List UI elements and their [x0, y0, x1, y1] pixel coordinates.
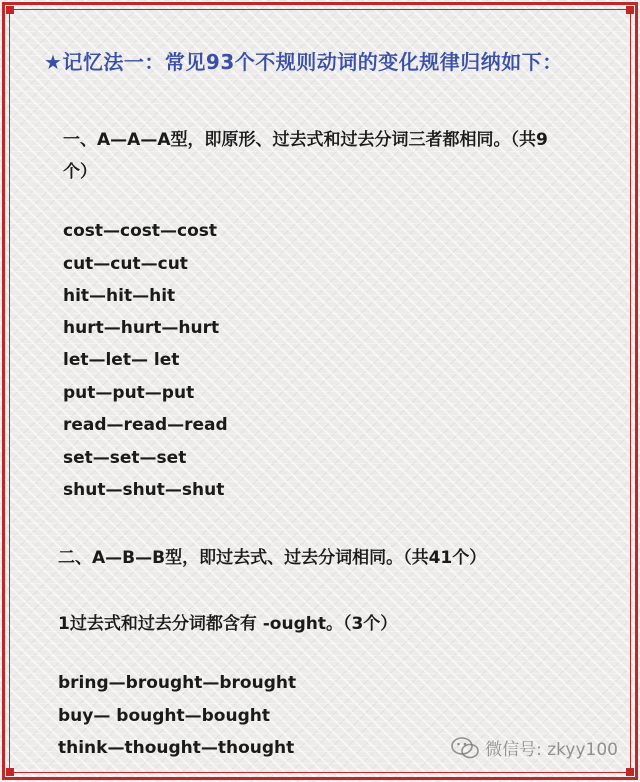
verb-row: hurt—hurt—hurt: [63, 318, 220, 338]
verb-row: put—put—put: [63, 383, 195, 403]
verb-row: cost—cost—cost: [63, 221, 218, 241]
verb-row: read—read—read: [63, 415, 228, 435]
section2-subheading: 1过去式和过去分词都含有 -ought。（3个）: [58, 614, 398, 634]
verb-row: hit—hit—hit: [63, 286, 176, 306]
section1-heading: 一、A—A—A型，即原形、过去式和过去分词三者都相同。（共9: [63, 130, 548, 150]
section1-heading-cont: 个）: [63, 162, 97, 182]
verb-row: cut—cut—cut: [63, 254, 188, 274]
corner-ornament: [6, 6, 14, 14]
page-title: [44, 46, 563, 75]
watermark-text: 微信号: zkyy100: [485, 740, 618, 760]
corner-ornament: [6, 768, 14, 776]
verb-row: set—set—set: [63, 448, 187, 468]
section2-heading: 二、A—B—B型，即过去式、过去分词相同。（共41个）: [58, 548, 487, 568]
wechat-icon: [451, 737, 479, 759]
wechat-watermark: [451, 735, 618, 760]
star-icon: ★: [44, 50, 63, 74]
verb-row: let—let— let: [63, 350, 180, 370]
verb-row: think—thought—thought: [58, 738, 295, 758]
verb-row: buy— bought—bought: [58, 706, 270, 726]
verb-row: bring—brought—brought: [58, 673, 297, 693]
verb-row: shut—shut—shut: [63, 480, 225, 500]
corner-ornament: [626, 6, 634, 14]
corner-ornament: [626, 768, 634, 776]
title-text: 记忆法一：常见93个不规则动词的变化规律归纳如下：: [62, 50, 563, 74]
